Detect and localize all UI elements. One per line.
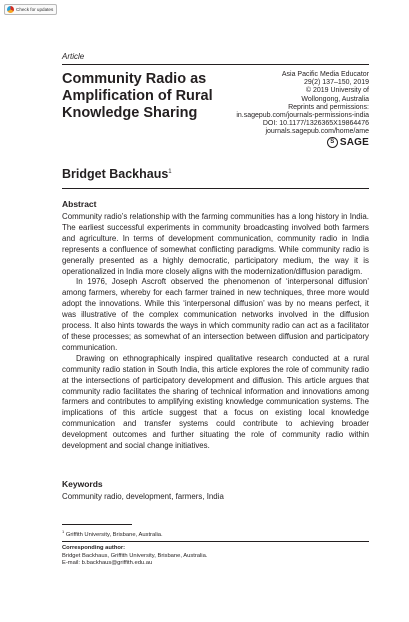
abstract-heading: Abstract	[62, 199, 97, 209]
abstract-body	[62, 212, 369, 452]
copyright-line: Wollongong, Australia	[301, 95, 369, 103]
publisher-logo	[327, 137, 369, 148]
copyright-line: © 2019 University of	[305, 87, 369, 95]
abstract-paragraph: Drawing on ethnographically inspired qualitative research conducted at a rural community radio station in South India, this article explores the role of community radio at the intersections of participatory development and diffusion. This article argues that community radio facilitates the sharing of technical information and innovations among farmers and contributes to amplifying existing knowledge communication systems. The implications of this article suggest that a focus on existing local knowledge communication and transfer systems could contribute to achieving broader development outcomes and further situating the role of community radio within development and social change initiatives.	[62, 353, 369, 451]
article-type-label: Article	[62, 52, 85, 61]
check-for-updates-label: Check for updates	[16, 7, 54, 12]
abstract-paragraph: Community radio’s relationship with the farming communities has a long history in India. The earliest successful experiments in community broadcasting involved both farmers and agriculture. In terms of development communication, community radio in India represents a confluence of somewhat conflicting paradigms. While community radio is generally presented as a highly democratic, participatory medium, the way it is operationalized in India more closely aligns with the modernization/diffusion paradigm.	[62, 212, 369, 276]
corresponding-heading: Corresponding author:	[62, 545, 126, 551]
journal-volume: 29(2) 137–150, 2019	[304, 79, 369, 87]
author-name: Bridget Backhaus$^1$	[62, 167, 172, 181]
corresponding-email[interactable]: E-mail: b.backhaus@griffith.edu.au	[62, 560, 153, 567]
journal-home-link[interactable]: journals.sagepub.com/home/ame	[265, 128, 369, 136]
title-line: Community Radio as	[62, 71, 207, 87]
abstract-paragraph: In 1976, Joseph Ascroft observed the phenomenon of ‘interpersonal diffusion’ among farmers, whereby for each farmer trained in new techniques, three more would adopt the innovations. While this ‘interpersonal diffusion’ was by no means perfect, it was illustrative of the complex communication networks involved in the diffusion process. It also hints towards the ways in which community radio can act as a facilitator of these processes; as somewhat of an intersection between diffusion and participatory communication.	[62, 277, 369, 352]
journal-meta	[209, 71, 369, 137]
publisher-name: SAGE	[339, 137, 369, 148]
corresponding-author	[62, 545, 207, 568]
reprints-label: Reprints and permissions:	[288, 103, 369, 111]
footnote-rule	[62, 524, 132, 525]
affiliation-mark: 1	[168, 168, 172, 175]
keywords-heading: Keywords	[62, 479, 103, 489]
title-line: Knowledge Sharing	[62, 105, 198, 121]
keywords-list: Community radio, development, farmers, India	[62, 492, 224, 501]
crossmark-icon	[7, 6, 14, 13]
corresponding-rule	[62, 541, 369, 542]
journal-name: Asia Pacific Media Educator	[281, 71, 369, 78]
permissions-link[interactable]: in.sagepub.com/journals-permissions-india	[236, 112, 369, 120]
doi-line[interactable]: DOI: 10.1177/1326365X19864476	[262, 120, 369, 128]
title-line: Amplification of Rural	[62, 88, 213, 104]
affiliation-footnote: $^1$ Griffith University, Brisbane, Australia.	[62, 529, 163, 538]
corresponding-address: Bridget Backhaus, Griffith University, Brisbane, Australia.	[62, 552, 208, 559]
check-for-updates-badge[interactable]	[4, 4, 57, 15]
header-rule	[62, 64, 369, 65]
sage-s-icon: S	[327, 137, 338, 148]
author-rule	[62, 188, 369, 189]
